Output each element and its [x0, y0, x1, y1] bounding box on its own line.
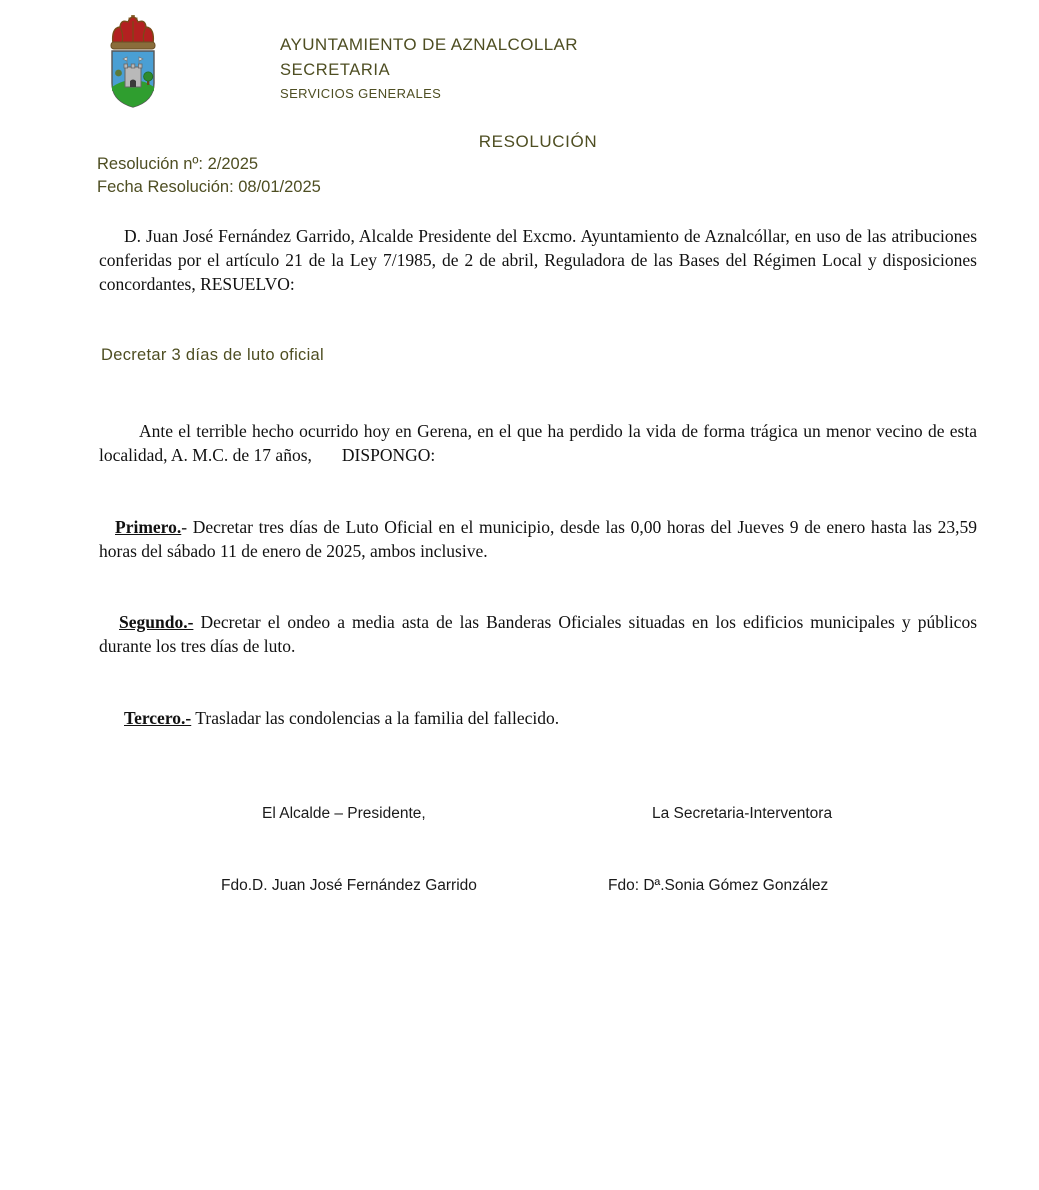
signature-name-alcalde: Fdo.D. Juan José Fernández Garrido: [221, 877, 477, 894]
clause-primero: [99, 515, 977, 563]
coat-of-arms-icon: [104, 13, 162, 111]
clause-primero-sep: -: [181, 517, 188, 537]
resolution-date: Fecha Resolución: 08/01/2025: [97, 178, 321, 196]
resolution-number: Resolución nº: 2/2025: [97, 155, 259, 173]
clause-segundo-label: Segundo.-: [119, 612, 194, 632]
context-paragraph: [99, 419, 977, 467]
org-name: AYUNTAMIENTO DE AZNALCOLLAR: [280, 35, 578, 54]
doc-title: RESOLUCIÓN: [478, 132, 598, 151]
clause-tercero-label: Tercero.-: [124, 708, 192, 728]
intro-paragraph: D. Juan José Fernández Garrido, Alcalde Presidente del Excmo. Ayuntamiento de Aznalcóllar, en uso de las atribuciones conferidas por el artículo 21 de la Ley 7/1985, de 2 de abril, Reguladora de las Bases del Régimen Local y disposiciones concordantes, RESUELVO:: [99, 226, 977, 294]
clause-segundo: [99, 610, 977, 658]
subject-line: Decretar 3 días de luto oficial: [101, 346, 324, 364]
context-text: Ante el terrible hecho ocurrido hoy en Gerena, en el que ha perdido la vida de forma trágica un menor vecino de esta localidad, A. M.C. de 17 años,: [99, 421, 977, 465]
clause-primero-label: Primero.: [115, 517, 182, 537]
clause-tercero-text: Trasladar las condolencias a la familia del fallecido.: [195, 708, 560, 728]
signature-title-secretaria: La Secretaria-Interventora: [652, 805, 833, 822]
clause-segundo-text: Decretar el ondeo a media asta de las Banderas Oficiales situadas en los edificios municipales y públicos durante los tres días de luto.: [99, 612, 978, 656]
dispongo-text: DISPONGO:: [341, 445, 436, 465]
subdept-name: SERVICIOS GENERALES: [280, 86, 442, 101]
clause-primero-text: Decretar tres días de Luto Oficial en el municipio, desde las 0,00 horas del Jueves 9 de enero hasta las 23,59 horas del sábado 11 de enero de 2025, ambos inclusive.: [99, 517, 978, 561]
signature-title-alcalde: El Alcalde – Presidente,: [262, 805, 426, 822]
clause-tercero: [99, 706, 977, 730]
dept-name: SECRETARIA: [280, 61, 391, 79]
signature-name-secretaria: Fdo: Dª.Sonia Gómez González: [608, 877, 829, 894]
